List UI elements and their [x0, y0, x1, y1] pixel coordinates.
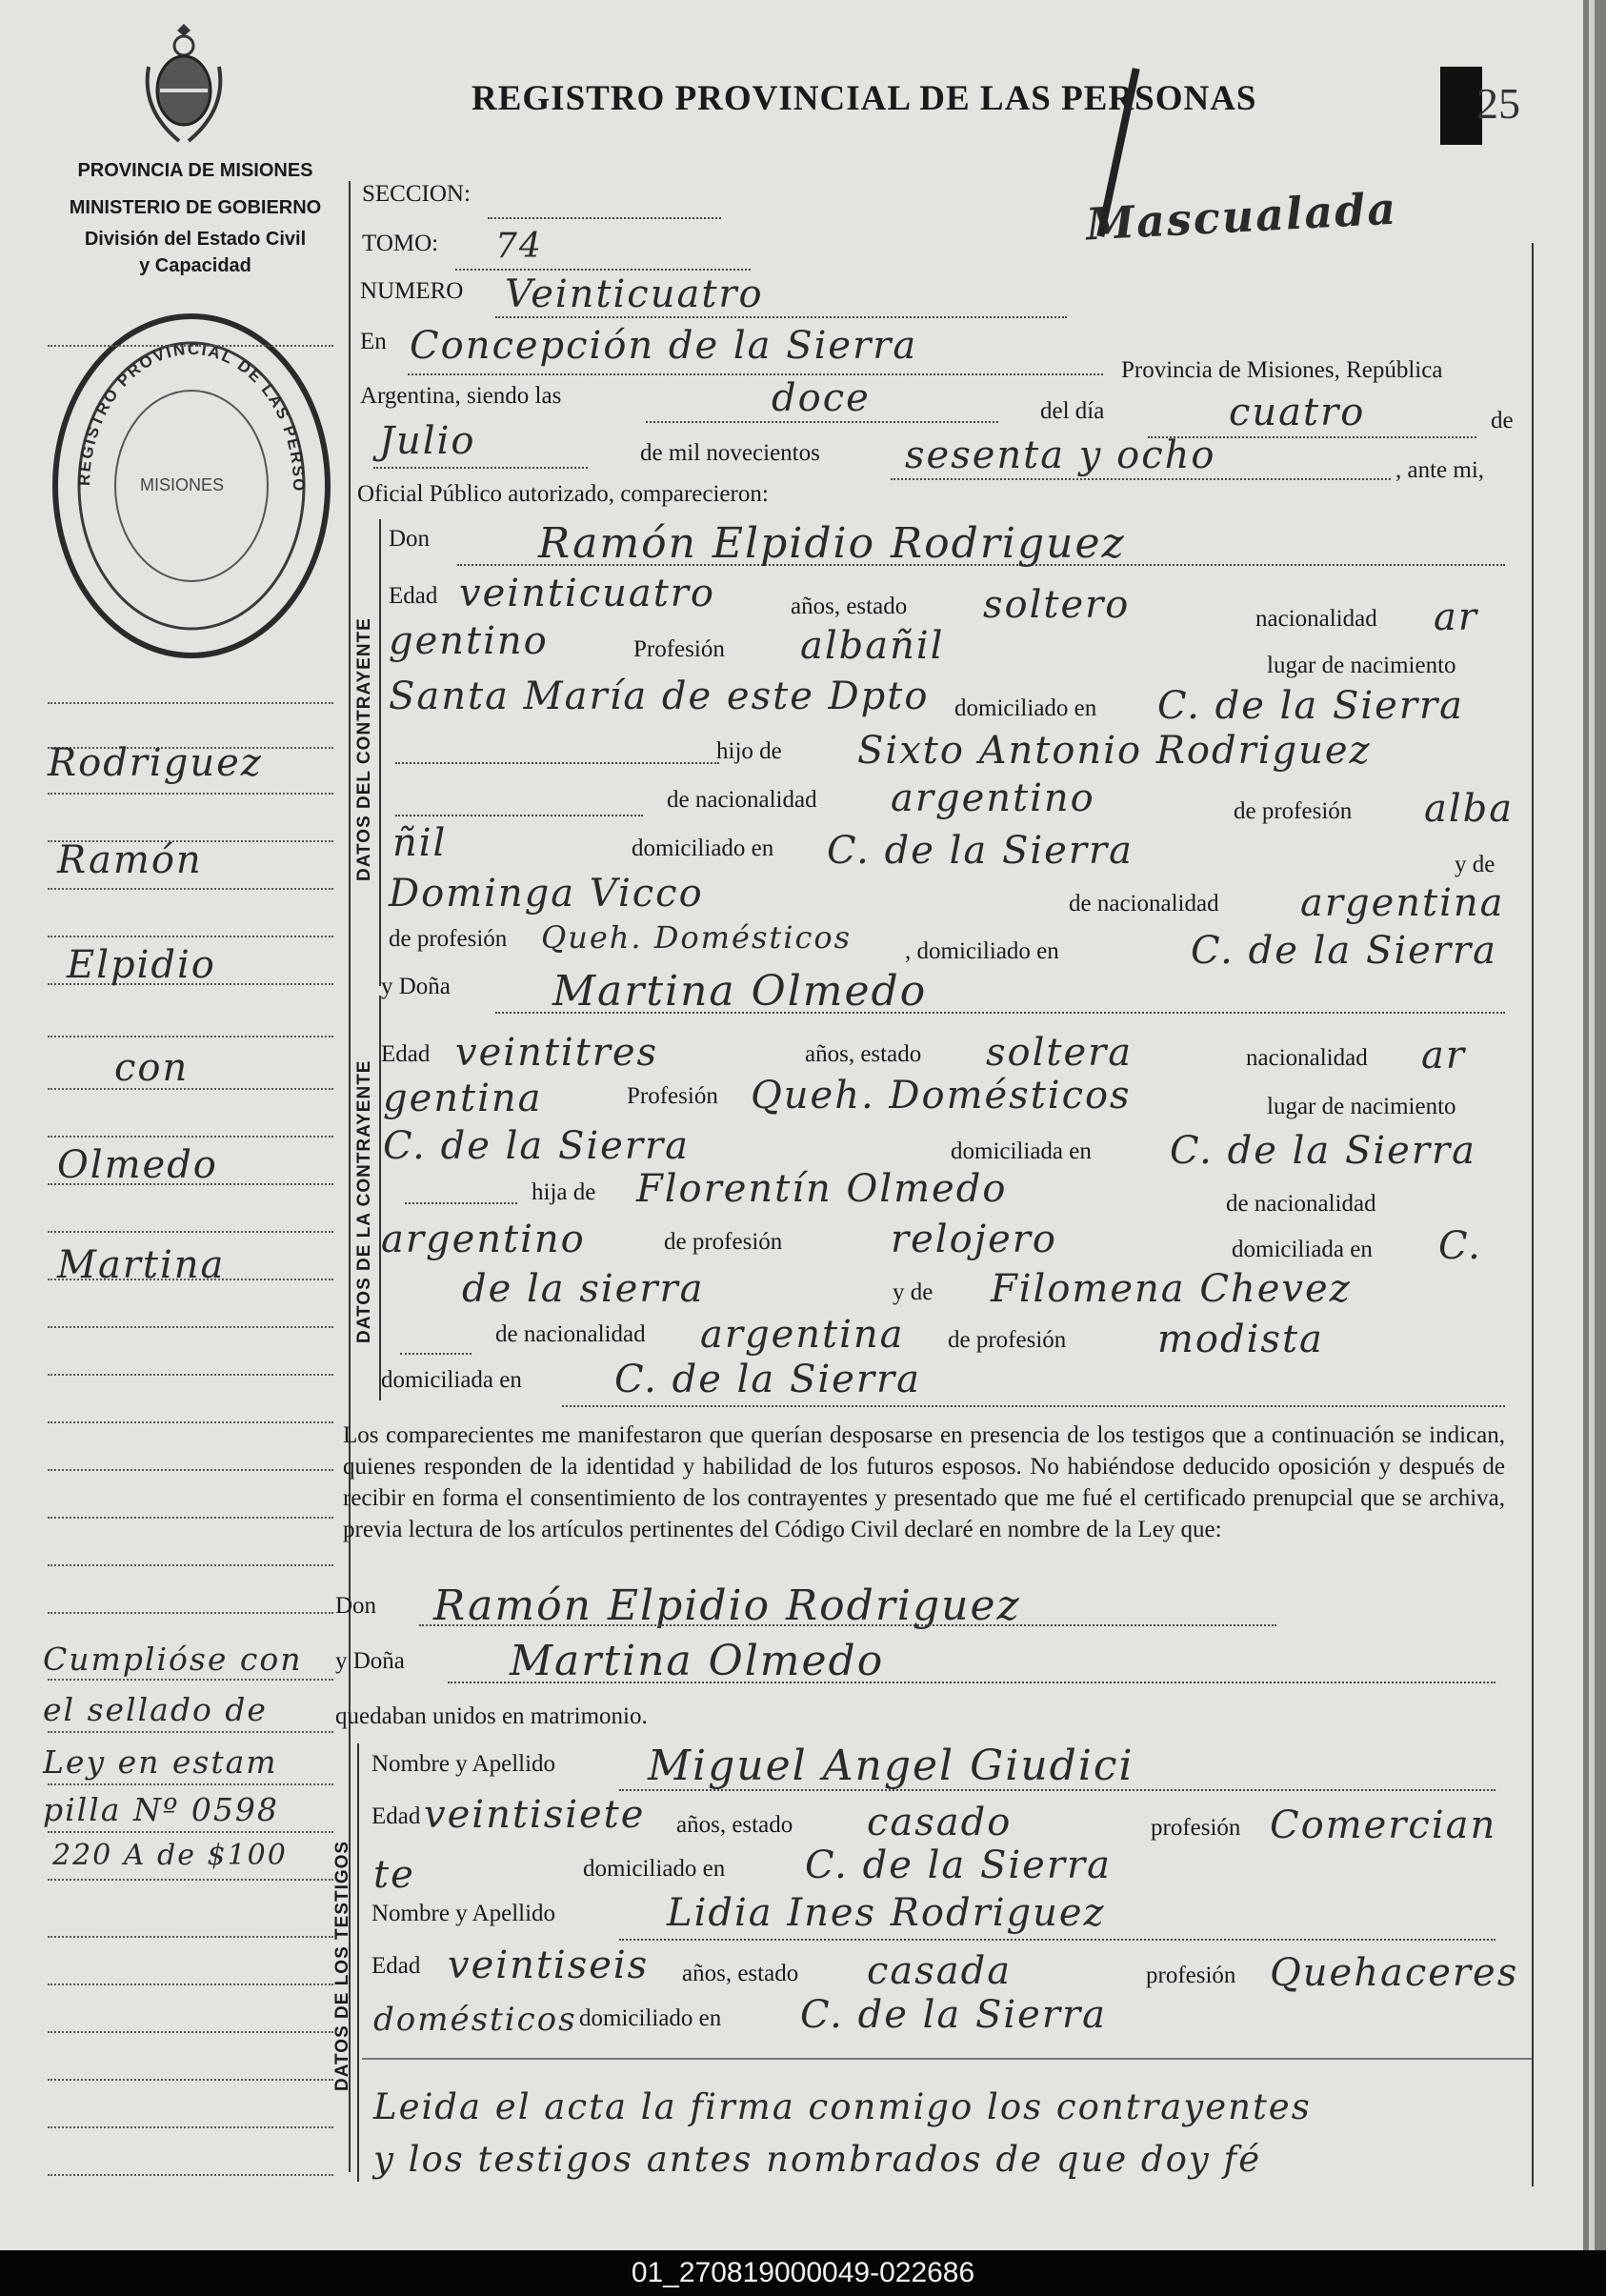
anio-line — [891, 478, 1391, 480]
contrayente-box-line — [379, 519, 381, 986]
witness1-domicilio: C. de la Sierra — [805, 1843, 1112, 1887]
groom-profesion: albañil — [800, 624, 945, 668]
witness1-edad: veintisiete — [424, 1793, 646, 1837]
margin-name-first: Ramón — [57, 838, 203, 882]
margin-note-line: 220 A de $100 — [52, 1839, 288, 1872]
groom-father: Sixto Antonio Rodriguez — [857, 729, 1372, 773]
bride-mother-nacionalidad-label: de nacionalidad — [495, 1321, 646, 1347]
t2-nombre-label: Nombre y Apellido — [371, 1901, 556, 1926]
provincia-label: Provincia de Misiones, República — [1121, 357, 1443, 383]
t1-nombre-label: Nombre y Apellido — [371, 1751, 556, 1777]
witness2-domicilio: C. de la Sierra — [800, 1993, 1107, 2037]
bride-mother-profesion-label: de profesión — [948, 1327, 1067, 1353]
en-label: En — [360, 329, 387, 354]
groom-mother-domicilio: C. de la Sierra — [1191, 929, 1497, 973]
numero-value: Veinticuatro — [505, 272, 764, 316]
bride-edad-label: Edad — [381, 1041, 431, 1067]
anio-value: sesenta y ocho — [905, 433, 1216, 477]
declaration-text: Los comparecientes me manifestaron que querían desposarse en presencia de los testigos que a continuación se indican, quienes responden de la identidad y habilidad de los futuros esposos. No habiéndose deducido oposición y después de recibir en forma el consentimiento de los contrayentes y presentado que me fué el certificado prenupcial que se archiva, previa lectura de los artículos pertinentes del Código Civil declaré en nombre de la Ley que: — [343, 1422, 1505, 1542]
domiciliado-label: domiciliado en — [954, 695, 1097, 721]
bride-nacionalidad-label: nacionalidad — [1246, 1045, 1368, 1071]
t2-domiciliado-label: domiciliado en — [579, 2005, 722, 2031]
margin-line — [48, 1562, 333, 1566]
margin-name-middle: Elpidio — [67, 943, 216, 987]
bride-father: Florentín Olmedo — [636, 1167, 1008, 1211]
argentina-label: Argentina, siendo las — [360, 383, 562, 409]
don-label: Don — [389, 526, 431, 552]
closing-line-2: y los testigos antes nombrados de que doy fé — [373, 2139, 1262, 2180]
svg-text:MISIONES: MISIONES — [140, 475, 225, 494]
decl-don-label: Don — [335, 1593, 377, 1619]
witness1-estado: casado — [867, 1801, 1013, 1844]
margin-line — [48, 886, 333, 890]
tomo-line — [455, 269, 751, 271]
father-domiciliado-label: domiciliado en — [632, 836, 774, 861]
groom-nacionalidad-a: ar — [1434, 595, 1478, 639]
decl-bride-name: Martina Olmedo — [510, 1637, 885, 1685]
margin-line — [48, 2029, 333, 2033]
margin-line — [48, 1610, 333, 1614]
groom-estado: soltero — [983, 583, 1131, 627]
t1-edad-label: Edad — [371, 1803, 421, 1829]
right-margin-line — [1532, 243, 1534, 2186]
margin-line — [48, 1467, 333, 1471]
decl-dona-line — [448, 1682, 1496, 1683]
margin-name-surname: Rodriguez — [48, 741, 263, 785]
mother-profesion-label: de profesión — [389, 926, 508, 952]
de-nacionalidad-label: de nacionalidad — [667, 787, 817, 813]
contrayenta-section-label: DATOS DE LA CONTRAYENTE — [354, 1059, 374, 1343]
oficial-label: Oficial Público autorizado, comparecieron: — [357, 481, 769, 507]
groom-mother-nacionalidad: argentina — [1300, 881, 1505, 925]
bride-mother-domicilio-line — [562, 1405, 1505, 1407]
hija-label: hija de — [532, 1179, 596, 1205]
groom-edad: veinticuatro — [459, 572, 715, 615]
margin-line — [48, 1782, 333, 1785]
margin-line — [48, 1324, 333, 1328]
groom-mother-profesion: Queh. Domésticos — [541, 919, 853, 956]
witness2-name: Lidia Ines Rodriguez — [667, 1891, 1106, 1935]
bride-father-domiciliada-label: domiciliada en — [1232, 1237, 1373, 1262]
margin-line — [48, 2172, 333, 2176]
coat-of-arms-icon — [141, 19, 227, 148]
official-stamp — [50, 310, 333, 662]
testigos-box-line — [357, 1743, 359, 2182]
page-edge — [1583, 0, 1606, 2250]
margin-name-bride-first: Martina — [57, 1243, 226, 1287]
margin-line — [48, 1934, 333, 1938]
mes-value: Julio — [379, 419, 476, 463]
groom-father-nacionalidad: argentino — [891, 776, 1095, 820]
bride-mother-profesion: modista — [1157, 1318, 1324, 1361]
margin-line — [48, 1420, 333, 1423]
bride-mother-pre-line — [400, 1353, 472, 1355]
bride-father-domicilio-b: de la sierra — [462, 1267, 705, 1311]
anos-estado-label: años, estado — [791, 594, 908, 619]
mother-nacionalidad-label: de nacionalidad — [1069, 891, 1219, 916]
decl-don-line — [419, 1624, 1276, 1626]
bride-father-nacionalidad-label: de nacionalidad — [1226, 1191, 1376, 1217]
t2-anos-estado-label: años, estado — [682, 1961, 799, 1986]
margin-note-line: el sellado de — [43, 1691, 268, 1728]
t1-anos-estado-label: años, estado — [676, 1812, 793, 1838]
bride-mother-domiciliada-label: domiciliada en — [381, 1367, 522, 1393]
seccion-line — [488, 217, 721, 219]
contrayente-section-label: DATOS DEL CONTRAYENTE — [354, 617, 374, 881]
hijo-line — [395, 762, 719, 764]
bride-nacionalidad-b: gentina — [383, 1077, 543, 1120]
witness1-name: Miguel Angel Giudici — [648, 1742, 1134, 1790]
bride-lugar-label: lugar de nacimiento — [1267, 1094, 1456, 1119]
mother-domiciliado-label: , domiciliado en — [905, 938, 1059, 964]
t2-nombre-line — [619, 1939, 1496, 1941]
bride-lugar: C. de la Sierra — [383, 1124, 690, 1168]
page-edge-highlight — [1589, 0, 1595, 2250]
groom-mother: Dominga Vicco — [389, 872, 704, 916]
margin-line — [48, 1086, 333, 1090]
profesion-label: Profesión — [633, 636, 725, 662]
bride-father-domicilio-a: C. — [1438, 1224, 1482, 1268]
groom-father-profesion-a: alba — [1424, 787, 1515, 831]
bride-profesion-label: Profesión — [627, 1083, 718, 1109]
page-number: 25 — [1476, 79, 1520, 128]
bride-domiciliada-label: domiciliada en — [951, 1138, 1092, 1164]
bride-mother-nacionalidad: argentina — [700, 1313, 905, 1357]
groom-father-profesion-b: ñil — [392, 821, 448, 865]
bride-father-nacionalidad: argentino — [381, 1218, 586, 1261]
svg-text:REGISTRO PROVINCIAL DE LAS PER: REGISTRO PROVINCIAL DE LAS PERSO — [74, 339, 309, 493]
margin-line — [48, 1134, 333, 1138]
mes-line — [373, 467, 588, 469]
place-line — [408, 373, 1103, 375]
testigos-section-label: DATOS DE LOS TESTIGOS — [332, 1840, 352, 2091]
del-dia-label: del día — [1040, 398, 1105, 424]
numero-label: NUMERO — [360, 278, 464, 304]
dia-value: cuatro — [1229, 391, 1366, 434]
bride-domicilio: C. de la Sierra — [1170, 1129, 1476, 1173]
margin-line — [48, 343, 333, 347]
bride-anos-estado-label: años, estado — [805, 1041, 922, 1067]
closing-line-1: Leida el acta la firma conmigo los contrayentes — [373, 2086, 1312, 2127]
witness2-profesion-b: domésticos — [373, 2001, 577, 2039]
margin-line — [48, 1515, 333, 1519]
hora-value: doce — [772, 376, 871, 420]
lugar-label: lugar de nacimiento — [1267, 653, 1456, 678]
bride-mother: Filomena Chevez — [991, 1267, 1352, 1311]
bride-name: Martina Olmedo — [552, 967, 928, 1016]
hora-line — [646, 421, 998, 423]
margin-line — [48, 1982, 333, 1985]
margin-line — [48, 1034, 333, 1037]
witness2-estado: casada — [867, 1949, 1013, 1993]
margin-line — [48, 1829, 333, 1833]
image-id-footer: 01_270819000049-022686 — [0, 2250, 1606, 2296]
edad-label: Edad — [389, 583, 438, 609]
hijo-label: hijo de — [716, 738, 782, 764]
hija-line — [405, 1202, 517, 1204]
decl-dona-label: y Doña — [335, 1648, 405, 1674]
bride-edad: veintitres — [455, 1031, 659, 1075]
bride-estado: soltera — [986, 1031, 1134, 1075]
margin-line — [48, 2125, 333, 2128]
margin-line — [48, 934, 333, 937]
margin-note-line: Ley en estam — [43, 1743, 278, 1781]
margin-line — [48, 1729, 333, 1733]
decl-groom-name: Ramón Elpidio Rodriguez — [433, 1581, 1021, 1630]
place-value: Concepción de la Sierra — [410, 324, 918, 368]
bride-mother-domicilio: C. de la Sierra — [614, 1358, 921, 1401]
nacionalidad-label: nacionalidad — [1255, 606, 1377, 632]
groom-nacionalidad-b: gentino — [389, 619, 549, 663]
groom-lugar: Santa María de este Dpto — [389, 675, 930, 718]
bride-y-de-label: y de — [893, 1279, 933, 1305]
dona-label: y Doña — [381, 974, 451, 999]
witness1-profesion-a: Comercian — [1270, 1803, 1497, 1847]
margin-line — [48, 791, 333, 795]
groom-domicilio: C. de la Sierra — [1157, 684, 1464, 728]
t1-domiciliado-label: domiciliado en — [583, 1856, 726, 1882]
province-label: PROVINCIA DE MISIONES — [77, 160, 313, 181]
witness2-edad: veintiseis — [448, 1944, 650, 1987]
division-label: División del Estado Civil — [84, 229, 307, 250]
mil-label: de mil novecientos — [640, 440, 820, 466]
bride-profesion: Queh. Domésticos — [751, 1074, 1132, 1118]
witness2-profesion-a: Quehaceres — [1270, 1951, 1519, 1995]
t2-profesion-label: profesión — [1146, 1963, 1236, 1988]
father-nat-line — [395, 815, 643, 816]
de-profesion-label: de profesión — [1234, 798, 1353, 824]
tomo-value: 74 — [495, 227, 543, 266]
unidos-label: quedaban unidos en matrimonio. — [335, 1703, 648, 1729]
margin-note-line: pilla Nº 0598 — [43, 1791, 279, 1828]
ante-label: , ante mi, — [1395, 457, 1485, 483]
bride-father-profesion: relojero — [891, 1218, 1057, 1261]
groom-name: Ramón Elpidio Rodriguez — [538, 519, 1126, 568]
margin-name-con: con — [114, 1046, 190, 1090]
ministry-label: MINISTERIO DE GOBIERNO — [69, 197, 322, 218]
numero-line — [495, 316, 1067, 318]
margin-line — [48, 700, 333, 704]
bride-father-profesion-label: de profesión — [664, 1229, 783, 1255]
registrar-signature: Mascualada — [1084, 182, 1399, 251]
de-label: de — [1491, 408, 1514, 433]
t1-profesion-label: profesión — [1151, 1815, 1241, 1841]
bride-nacionalidad-a: ar — [1421, 1034, 1466, 1078]
t2-edad-label: Edad — [371, 1953, 421, 1979]
closing-top-rule — [362, 2058, 1532, 2060]
t1-nombre-line — [619, 1789, 1496, 1791]
margin-note-line: Cumplióse con — [43, 1641, 303, 1678]
witness1-profesion-b: te — [373, 1853, 415, 1897]
margin-line — [48, 1229, 333, 1233]
groom-father-domicilio: C. de la Sierra — [827, 829, 1134, 873]
y-de-label: y de — [1455, 852, 1496, 877]
tomo-label: TOMO: — [362, 231, 439, 256]
margin-name-bride-surname: Olmedo — [57, 1143, 218, 1187]
margin-line — [48, 2077, 333, 2081]
seccion-label: SECCION: — [362, 181, 471, 207]
capacity-label: y Capacidad — [139, 255, 251, 276]
margin-line — [48, 1877, 333, 1881]
register-title: REGISTRO PROVINCIAL DE LAS PERSONAS — [472, 79, 1257, 118]
margin-line — [48, 1372, 333, 1376]
